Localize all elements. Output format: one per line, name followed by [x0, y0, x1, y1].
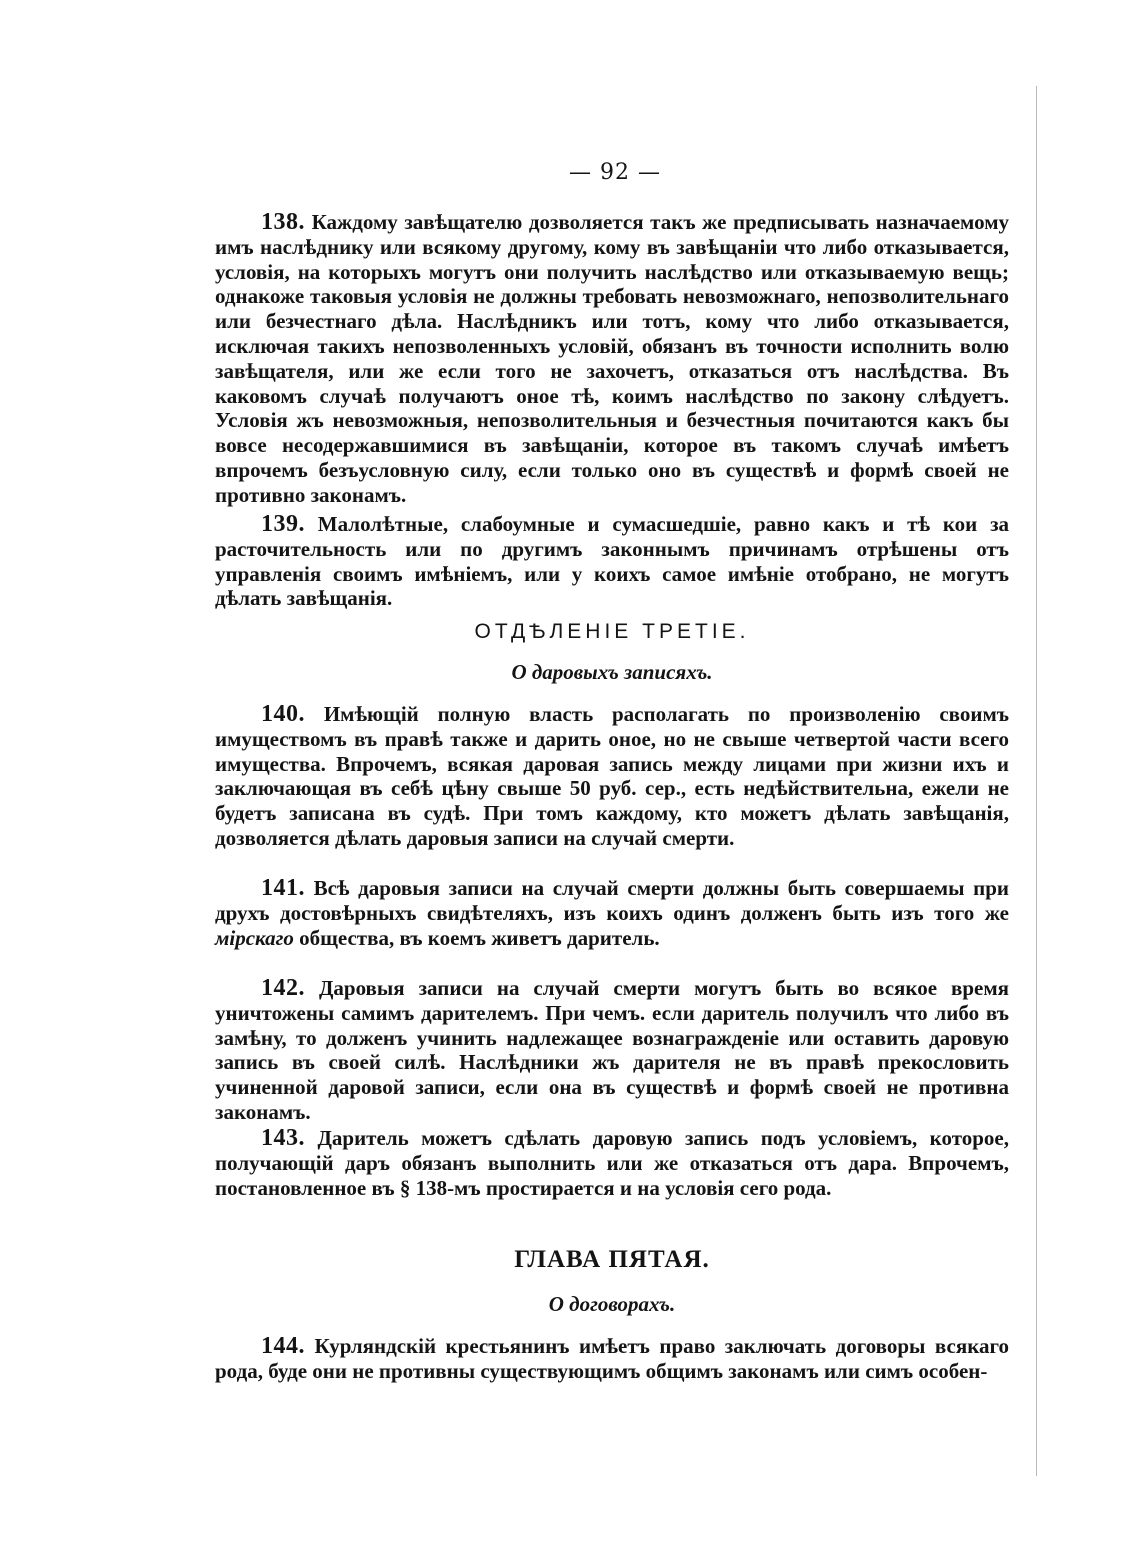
- article-143: [215, 1126, 1009, 1200]
- article-142: [215, 976, 1009, 1125]
- article-text-italic: мірскаго: [215, 925, 294, 950]
- article-138: [215, 210, 1009, 508]
- article-number: 138.: [261, 209, 305, 235]
- article-number: 144.: [261, 1333, 305, 1359]
- article-text: Малолѣтные, слабоумные и сумасшедшіе, равно какъ и тѣ кои за расточительность или по другимъ законнымъ причинамъ отрѣшены отъ управленія своимъ имѣніемъ, или у коихъ самое имѣніе отобрано, не могутъ дѣлать завѣщанія.: [215, 512, 1010, 611]
- article-text: Имѣющій полную власть располагать по произволенію своимъ имуществомъ въ правѣ также и дарить оное, но не свыше четвертой части всего имущества. Впрочемъ, всякая даровая запись между лицами при жизни ихъ и заключающая въ себѣ цѣну свыше 50 руб. сер., есть недѣйствительна, ежели не будетъ записана въ судѣ. При томъ каждому, кто можетъ дѣлать завѣщанія, дозволяется дѣлать даровыя записи на случай смерти.: [215, 702, 1010, 850]
- chapter-subtitle: О договорахъ.: [548, 1292, 676, 1316]
- article-number: 141.: [261, 875, 305, 901]
- page-edge-line: [1036, 86, 1037, 1476]
- article-140: [215, 702, 1009, 851]
- article-text: Курляндскій крестьянинъ имѣетъ право заключать договоры всякаго рода, буде они не противны существующимъ общимъ законамъ или симъ особен-: [215, 1334, 1010, 1383]
- section-title: ОТДѢЛЕНІЕ ТРЕТІЕ.: [474, 620, 750, 643]
- article-number: 142.: [261, 975, 305, 1001]
- chapter-title: ГЛАВА ПЯТАЯ.: [514, 1246, 710, 1273]
- article-text-after: общества, въ коемъ живетъ даритель.: [293, 925, 660, 950]
- article-141: [215, 876, 1009, 950]
- section-subtitle: О даровыхъ записяхъ.: [511, 660, 713, 684]
- article-text: Каждому завѣщателю дозволяется такъ же предписывать назначаемому имъ наслѣднику или всякому другому, кому въ завѣщаніи что либо отказывается, условія, на которыхъ могутъ они получить наслѣдство или отказываемую вещь; однакоже таковыя условія не должны требовать невозможнаго, непозволительнаго или безчестнаго дѣла. Наслѣдникъ или тотъ, кому что либо отказывается, исключая такихъ непозволенныхъ условій, обязанъ въ точности исполнить волю завѣщателя, или же если того не захочетъ, отказаться отъ наслѣдства. Въ каковомъ случаѣ получаютъ оное тѣ, коимъ наслѣдство по закону слѣдуетъ. Условія жъ невозможныя, непозволительныя и безчестныя почитаются какъ бы вовсе несодержавшимися въ завѣщаніи, которое въ такомъ случаѣ имѣетъ впрочемъ безъусловную силу, если только оно въ существѣ и формѣ своей не противно законамъ.: [215, 210, 1009, 507]
- article-text: Даритель можетъ сдѣлать даровую запись подъ условіемъ, которое, получающій даръ обязанъ выполнить или же отказаться отъ дара. Впрочемъ, постановленное въ § 138-мъ простирается и на условія сего рода.: [215, 1126, 1010, 1200]
- article-number: 140.: [261, 701, 305, 727]
- page-number: — 92 —: [569, 160, 661, 185]
- article-text: Даровыя записи на случай смерти могутъ быть во всякое время уничтожены самимъ дарителемъ. При чемъ. если даритель получилъ что либо въ замѣну, то долженъ учинить надлежащее вознагражденіе или оставить даровую запись въ своей силѣ. Наслѣдники жъ дарителя не въ правѣ прекословить учиненной даровой записи, если она въ существѣ и формѣ своей не противна законамъ.: [215, 976, 1009, 1124]
- article-139: [215, 512, 1009, 611]
- article-number: 143.: [261, 1125, 305, 1151]
- article-144: [215, 1334, 1009, 1384]
- article-text-before: Всѣ даровыя записи на случай смерти должны быть совершаемы при друхъ достовѣрныхъ свидѣтеляхъ, изъ коихъ одинъ долженъ быть изъ того же: [215, 876, 1009, 925]
- article-number: 139.: [261, 511, 305, 537]
